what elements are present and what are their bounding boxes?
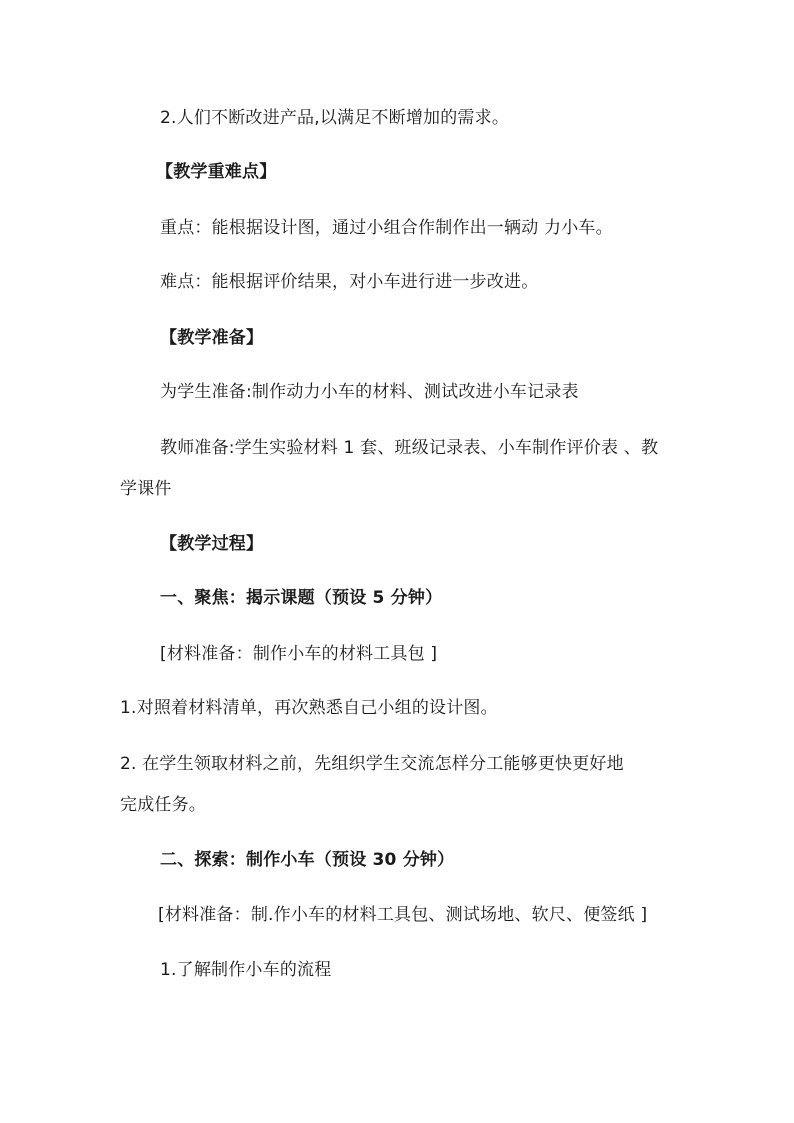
text-line-teacher-prep-cont: 学课件 — [120, 479, 172, 499]
text-line-difficulty: 难点：能根据评价结果，对小车进行进一步改进。 — [160, 272, 539, 292]
text-line-step-2-cont: 完成任务。 — [120, 795, 206, 815]
section-heading-process: 【教学过程】 — [160, 534, 264, 554]
text-line-step-2: 2. 在学生领取材料之前，先组织学生交流怎样分工能够更快更好地 — [120, 754, 624, 774]
text-line-step-1: 1.对照着材料清单，再次熟悉自己小组的设计图。 — [120, 698, 498, 718]
subheading-focus: 一、聚焦：揭示课题（预设 5 分钟） — [160, 588, 443, 608]
text-line-student-prep: 为学生准备:制作动力小车的材料、测试改进小车记录表 — [160, 382, 579, 402]
text-line-materials-1: [材料准备：制作小车的材料工具包 ] — [160, 644, 438, 664]
text-line-materials-2: [材料准备：制.作小车的材料工具包、测试场地、软尺、便签纸 ] — [158, 905, 648, 925]
text-line-1: 2.人们不断改进产品,以满足不断增加的需求。 — [160, 108, 510, 128]
text-line-focus: 重点：能根据设计图，通过小组合作制作出一辆动 力小车。 — [160, 218, 613, 238]
section-heading-preparation: 【教学准备】 — [160, 328, 264, 348]
subheading-explore: 二、探索：制作小车（预设 30 分钟） — [160, 850, 455, 870]
text-line-teacher-prep: 教师准备:学生实验材料 1 套、班级记录表、小车制作评价表 、教 — [160, 438, 659, 458]
text-line-understand-process: 1.了解制作小车的流程 — [160, 960, 332, 980]
section-heading-key-points: 【教学重难点】 — [156, 162, 277, 182]
